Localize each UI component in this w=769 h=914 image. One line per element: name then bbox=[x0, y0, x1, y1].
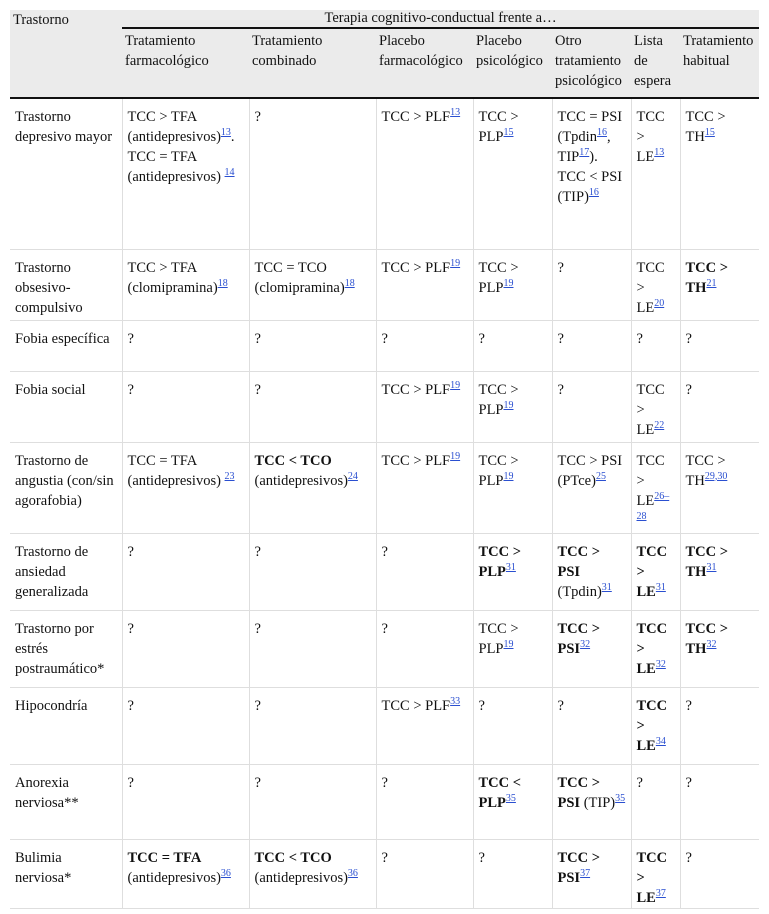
table-cell bbox=[122, 687, 249, 764]
reference-link[interactable]: 29,30 bbox=[704, 470, 728, 482]
bold-result: TCC > LE bbox=[636, 543, 668, 600]
bold-result: TCC > LE bbox=[636, 849, 668, 906]
table-cell bbox=[249, 764, 376, 839]
cell-text: ? bbox=[685, 849, 692, 866]
reference-link[interactable]: 19 bbox=[503, 277, 514, 289]
column-header: Tratamiento combinado bbox=[249, 28, 376, 98]
row-label: Trastorno de ansiedad generalizada bbox=[10, 533, 122, 610]
table-cell bbox=[473, 371, 552, 442]
cell-text: TCC > PLF bbox=[381, 259, 451, 276]
table-body bbox=[10, 98, 759, 908]
cell-text: TCC = TCO (clomipramina) bbox=[254, 259, 345, 296]
reference-link[interactable]: 13 bbox=[450, 107, 461, 118]
cell-text: ? bbox=[685, 381, 692, 398]
cell-text: ? bbox=[685, 697, 692, 714]
bold-result: TCC > LE bbox=[636, 620, 668, 677]
table-cell bbox=[122, 98, 249, 249]
table-cell bbox=[680, 839, 759, 908]
group-header: Terapia cognitivo-conductual frente a… bbox=[122, 10, 759, 28]
table-cell bbox=[249, 610, 376, 687]
table-cell bbox=[680, 533, 759, 610]
table-cell bbox=[376, 249, 473, 320]
reference-link[interactable]: 19 bbox=[450, 257, 461, 269]
table-cell bbox=[631, 442, 680, 533]
table-cell bbox=[249, 533, 376, 610]
table-row bbox=[10, 371, 759, 442]
reference-link[interactable]: 36 bbox=[347, 867, 358, 879]
reference-link[interactable]: 34 bbox=[655, 735, 666, 747]
cell-text: ? bbox=[478, 849, 485, 866]
cell-text: TCC > TH bbox=[685, 109, 726, 145]
table-cell bbox=[680, 249, 759, 320]
table-row bbox=[10, 764, 759, 839]
table-cell bbox=[631, 320, 680, 371]
bold-result: TCC > PSI bbox=[557, 543, 601, 580]
cell-text: ? bbox=[685, 330, 692, 347]
row-label: Fobia específica bbox=[10, 320, 122, 371]
cell-text: TCC > LE bbox=[636, 452, 665, 509]
reference-link[interactable]: 33 bbox=[450, 695, 461, 707]
cell-text: ? bbox=[557, 697, 564, 714]
cell-text: ? bbox=[127, 620, 134, 637]
bold-result: TCC < TCO bbox=[254, 452, 332, 469]
table-row bbox=[10, 98, 759, 249]
reference-link[interactable]: 19 bbox=[503, 470, 514, 482]
cell-text: TCC > PLF bbox=[381, 109, 451, 125]
column-header: Placebo psicológico bbox=[473, 28, 552, 98]
column-header: Lista de espera bbox=[631, 28, 680, 98]
reference-link[interactable]: 15 bbox=[503, 127, 514, 138]
cell-text: TCC > PLP bbox=[478, 620, 519, 657]
cell-text: TCC > PLF bbox=[381, 452, 451, 469]
table-cell bbox=[552, 371, 631, 442]
cell-text: TCC > TH bbox=[685, 452, 726, 489]
table-cell bbox=[376, 98, 473, 249]
reference-link[interactable]: 21 bbox=[706, 277, 717, 289]
cell-text: TCC > PLP bbox=[478, 259, 519, 296]
reference-link[interactable]: 20 bbox=[654, 297, 665, 309]
cell-text: ? bbox=[381, 543, 388, 560]
bold-result: TCC > PLP bbox=[478, 543, 522, 580]
reference-link[interactable]: 23 bbox=[224, 470, 235, 482]
bold-result: TCC > PSI bbox=[557, 849, 601, 886]
reference-link[interactable]: 15 bbox=[704, 127, 715, 138]
reference-link[interactable]: 24 bbox=[347, 470, 358, 482]
table-cell bbox=[631, 98, 680, 249]
cell-text: ? bbox=[381, 849, 388, 866]
cell-text: TCC = PSI (Tpdin bbox=[557, 109, 623, 145]
table-cell bbox=[473, 320, 552, 371]
cell-text: TCC > LE bbox=[636, 259, 665, 316]
bold-result: TCC > TH bbox=[685, 543, 729, 580]
table-cell bbox=[249, 249, 376, 320]
column-header: Tratamiento habitual bbox=[680, 28, 759, 98]
table-row bbox=[10, 249, 759, 320]
cell-text: ? bbox=[557, 330, 564, 347]
reference-link[interactable]: 35 bbox=[505, 792, 516, 804]
reference-link[interactable]: 36 bbox=[220, 867, 231, 879]
reference-link[interactable]: 16 bbox=[596, 127, 607, 138]
reference-link[interactable]: 17 bbox=[579, 147, 590, 158]
reference-link[interactable]: 19 bbox=[450, 450, 461, 462]
corner-header: Trastorno bbox=[10, 10, 122, 98]
reference-link[interactable]: 26–28 bbox=[636, 490, 670, 522]
table-cell bbox=[473, 249, 552, 320]
table-cell bbox=[122, 249, 249, 320]
cell-text: ? bbox=[636, 330, 643, 347]
table-cell bbox=[680, 610, 759, 687]
cell-text: TCC > LE bbox=[636, 109, 665, 165]
reference-link[interactable]: 19 bbox=[503, 638, 514, 650]
table-cell bbox=[552, 98, 631, 249]
cell-text: TCC > PLF bbox=[381, 697, 451, 714]
table-header bbox=[10, 10, 759, 98]
bold-result: TCC < PLP bbox=[478, 774, 522, 811]
cell-text: TCC > TFA (clomipramina) bbox=[127, 259, 218, 296]
row-label: Trastorno depresivo mayor bbox=[10, 98, 122, 249]
table-cell bbox=[631, 687, 680, 764]
reference-link[interactable]: 31 bbox=[706, 561, 717, 573]
comparison-table bbox=[10, 10, 759, 909]
row-label: Trastorno obsesivo-compulsivo bbox=[10, 249, 122, 320]
cell-text: ? bbox=[478, 697, 485, 714]
table-cell bbox=[680, 687, 759, 764]
row-label: Bulimia nerviosa* bbox=[10, 839, 122, 908]
reference-link[interactable]: 14 bbox=[224, 167, 235, 178]
table-cell bbox=[552, 687, 631, 764]
table-row bbox=[10, 610, 759, 687]
table-cell bbox=[552, 320, 631, 371]
cell-text: ? bbox=[254, 620, 261, 637]
table-cell bbox=[376, 687, 473, 764]
table-cell bbox=[122, 442, 249, 533]
bold-result: TCC > PSI bbox=[557, 774, 601, 811]
reference-link[interactable]: 32 bbox=[580, 638, 591, 650]
table-cell bbox=[631, 371, 680, 442]
cell-text: ). TCC < PSI (TIP) bbox=[557, 149, 623, 205]
table-cell bbox=[631, 839, 680, 908]
cell-text: TCC > LE bbox=[636, 381, 665, 438]
cell-text: ? bbox=[127, 697, 134, 714]
table-cell bbox=[376, 442, 473, 533]
reference-link[interactable]: 31 bbox=[601, 581, 612, 593]
reference-link[interactable]: 16 bbox=[588, 187, 599, 198]
cell-text: (antidepresivos) bbox=[127, 869, 221, 886]
reference-link[interactable]: 18 bbox=[344, 277, 355, 289]
table-cell bbox=[473, 687, 552, 764]
cell-text: (antidepresivos) bbox=[254, 869, 348, 886]
table-cell bbox=[473, 764, 552, 839]
table-cell bbox=[552, 839, 631, 908]
reference-link[interactable]: 13 bbox=[654, 147, 665, 158]
cell-text: ? bbox=[557, 381, 564, 398]
bold-result: TCC = TFA bbox=[127, 849, 202, 866]
table-cell bbox=[631, 764, 680, 839]
table-cell bbox=[631, 533, 680, 610]
table-cell bbox=[249, 98, 376, 249]
cell-text: . TCC = TFA (antidepresivos) bbox=[127, 129, 235, 185]
table-cell bbox=[473, 839, 552, 908]
reference-link[interactable]: 37 bbox=[580, 867, 591, 879]
cell-text: TCC > PSI (PTce) bbox=[557, 452, 623, 489]
cell-text: TCC > PLP bbox=[478, 452, 519, 489]
table-cell bbox=[249, 687, 376, 764]
table-cell bbox=[473, 533, 552, 610]
table-cell bbox=[552, 249, 631, 320]
table-row bbox=[10, 320, 759, 371]
bold-result: TCC > PSI bbox=[557, 620, 601, 657]
table-cell bbox=[122, 320, 249, 371]
cell-text: ? bbox=[254, 697, 261, 714]
table-row bbox=[10, 533, 759, 610]
column-header: Otro tratamiento psicológico bbox=[552, 28, 631, 98]
reference-link[interactable]: 19 bbox=[503, 399, 514, 411]
bold-result: TCC > LE bbox=[636, 697, 668, 754]
cell-text: ? bbox=[478, 330, 485, 347]
cell-text: ? bbox=[254, 381, 261, 398]
row-label: Hipocondría bbox=[10, 687, 122, 764]
bold-result: TCC > TH bbox=[685, 259, 729, 296]
table-cell bbox=[249, 371, 376, 442]
cell-text: ? bbox=[557, 259, 564, 276]
table-cell bbox=[552, 533, 631, 610]
cell-text: TCC > TFA (antidepresivos) bbox=[127, 109, 221, 145]
table-row bbox=[10, 687, 759, 764]
reference-link[interactable]: 18 bbox=[217, 277, 228, 289]
table-cell bbox=[680, 442, 759, 533]
cell-text: TCC > PLP bbox=[478, 109, 519, 145]
table-cell bbox=[249, 320, 376, 371]
cell-text: ? bbox=[254, 774, 261, 791]
table-cell bbox=[680, 98, 759, 249]
column-header: Placebo farmacológico bbox=[376, 28, 473, 98]
table-row bbox=[10, 839, 759, 908]
table-cell bbox=[122, 839, 249, 908]
table-cell bbox=[631, 249, 680, 320]
table-cell bbox=[680, 320, 759, 371]
table-cell bbox=[376, 533, 473, 610]
table-cell bbox=[122, 371, 249, 442]
table-cell bbox=[122, 533, 249, 610]
bold-result: TCC < TCO bbox=[254, 849, 332, 866]
table-cell bbox=[473, 442, 552, 533]
table-cell bbox=[680, 764, 759, 839]
cell-text: ? bbox=[636, 774, 643, 791]
cell-text: TCC = TFA (antidepresivos) bbox=[127, 452, 225, 489]
cell-text: ? bbox=[381, 620, 388, 637]
table-cell bbox=[249, 442, 376, 533]
table-cell bbox=[376, 320, 473, 371]
reference-link[interactable]: 13 bbox=[220, 127, 231, 138]
reference-link[interactable]: 37 bbox=[655, 887, 666, 899]
table-cell bbox=[473, 610, 552, 687]
cell-text: ? bbox=[127, 330, 134, 347]
reference-link[interactable]: 31 bbox=[505, 561, 516, 573]
table-cell bbox=[473, 98, 552, 249]
row-label: Anorexia nerviosa** bbox=[10, 764, 122, 839]
cell-text: TCC > PLP bbox=[478, 381, 519, 418]
column-header: Tratamiento farmacológico bbox=[122, 28, 249, 98]
table-cell bbox=[552, 442, 631, 533]
cell-text: (antidepresivos) bbox=[254, 472, 348, 489]
table-cell bbox=[376, 764, 473, 839]
reference-link[interactable]: 25 bbox=[595, 470, 606, 482]
table-cell bbox=[552, 610, 631, 687]
reference-link[interactable]: 32 bbox=[706, 638, 717, 650]
reference-link[interactable]: 31 bbox=[655, 581, 666, 593]
row-label: Trastorno por estrés postraumático* bbox=[10, 610, 122, 687]
table-cell bbox=[680, 371, 759, 442]
table-row bbox=[10, 442, 759, 533]
cell-text: TCC > PLF bbox=[381, 381, 451, 398]
table-cell bbox=[376, 371, 473, 442]
bold-result: TCC > TH bbox=[685, 620, 729, 657]
reference-link[interactable]: 22 bbox=[654, 419, 665, 431]
cell-text: ? bbox=[254, 543, 261, 560]
table-cell bbox=[122, 764, 249, 839]
reference-link[interactable]: 19 bbox=[450, 379, 461, 391]
reference-link[interactable]: 35 bbox=[615, 792, 626, 804]
cell-text: ? bbox=[254, 109, 261, 125]
cell-text: ? bbox=[254, 330, 261, 347]
cell-text: (TIP) bbox=[580, 794, 616, 811]
reference-link[interactable]: 32 bbox=[655, 658, 666, 670]
cell-text: ? bbox=[685, 774, 692, 791]
cell-text: ? bbox=[127, 774, 134, 791]
table-cell bbox=[122, 610, 249, 687]
cell-text: , TIP bbox=[557, 129, 611, 165]
table-cell bbox=[631, 610, 680, 687]
table-cell bbox=[376, 610, 473, 687]
cell-text: ? bbox=[127, 543, 134, 560]
table-cell bbox=[552, 764, 631, 839]
row-label: Trastorno de angustia (con/sin agorafobia) bbox=[10, 442, 122, 533]
table-cell bbox=[376, 839, 473, 908]
cell-text: ? bbox=[381, 330, 388, 347]
cell-text: ? bbox=[381, 774, 388, 791]
row-label: Fobia social bbox=[10, 371, 122, 442]
cell-text: ? bbox=[127, 381, 134, 398]
table-cell bbox=[249, 839, 376, 908]
cell-text: (Tpdin) bbox=[557, 583, 602, 600]
